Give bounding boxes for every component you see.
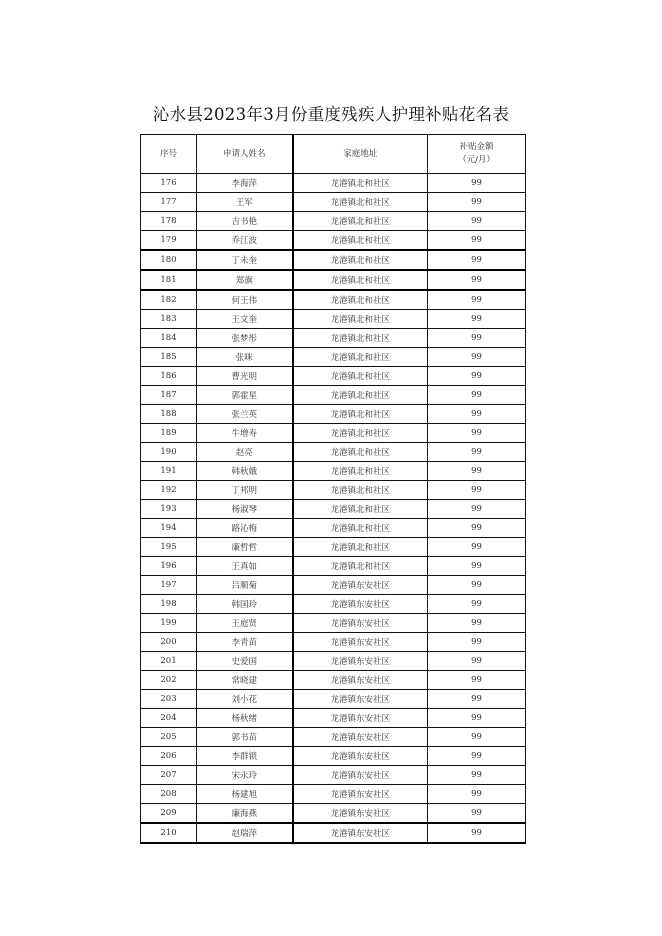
subsidy-amount: 99: [428, 367, 526, 386]
subsidy-amount: 99: [428, 310, 526, 329]
home-address: 龙港镇东安社区: [293, 595, 428, 614]
row-index: 207: [141, 766, 197, 785]
subsidy-amount: 99: [428, 270, 526, 290]
applicant-name: 张咪: [197, 348, 293, 367]
document-title: 沁水县2023年3月份重度残疾人护理补贴花名表: [152, 105, 510, 124]
home-address: 龙港镇东安社区: [293, 576, 428, 595]
home-address: 龙港镇北和社区: [293, 231, 428, 251]
applicant-name: 刘小花: [197, 690, 293, 709]
header-amount: [428, 135, 526, 174]
home-address: 龙港镇北和社区: [293, 329, 428, 348]
applicant-name: 牛增寿: [197, 424, 293, 443]
subsidy-amount: 99: [428, 557, 526, 576]
applicant-name: 王庭贤: [197, 614, 293, 633]
row-index: 176: [141, 174, 197, 193]
home-address: 龙港镇北和社区: [293, 212, 428, 231]
row-index: 199: [141, 614, 197, 633]
applicant-name: 赵瑞萍: [197, 823, 293, 843]
subsidy-amount: 99: [428, 462, 526, 481]
subsidy-amount: 99: [428, 823, 526, 843]
home-address: 龙港镇东安社区: [293, 690, 428, 709]
row-index: 200: [141, 633, 197, 652]
table-row: [141, 174, 526, 193]
table-row: [141, 443, 526, 462]
table-row: [141, 250, 526, 270]
applicant-name: 李海萍: [197, 174, 293, 193]
table-row: [141, 424, 526, 443]
subsidy-amount: 99: [428, 766, 526, 785]
row-index: 186: [141, 367, 197, 386]
subsidy-amount: 99: [428, 348, 526, 367]
applicant-name: 韩国玲: [197, 595, 293, 614]
home-address: 龙港镇北和社区: [293, 557, 428, 576]
home-address: 龙港镇北和社区: [293, 310, 428, 329]
row-index: 178: [141, 212, 197, 231]
row-index: 181: [141, 270, 197, 290]
table-row: [141, 193, 526, 212]
applicant-name: 郭霍星: [197, 386, 293, 405]
row-index: 187: [141, 386, 197, 405]
applicant-name: 张梦彤: [197, 329, 293, 348]
applicant-name: 丁未奎: [197, 250, 293, 270]
subsidy-amount: 99: [428, 690, 526, 709]
table-row: [141, 367, 526, 386]
row-index: 185: [141, 348, 197, 367]
applicant-name: 丁邦明: [197, 481, 293, 500]
subsidy-amount: 99: [428, 193, 526, 212]
table-row: [141, 500, 526, 519]
applicant-name: 常晓建: [197, 671, 293, 690]
subsidy-amount: 99: [428, 804, 526, 824]
table-row: [141, 823, 526, 843]
table-row: [141, 785, 526, 804]
row-index: 188: [141, 405, 197, 424]
row-index: 193: [141, 500, 197, 519]
home-address: 龙港镇北和社区: [293, 500, 428, 519]
table-row: [141, 519, 526, 538]
applicant-name: 何王伟: [197, 290, 293, 310]
table-row: [141, 329, 526, 348]
applicant-name: 赵亮: [197, 443, 293, 462]
home-address: 龙港镇北和社区: [293, 443, 428, 462]
subsidy-amount: 99: [428, 212, 526, 231]
subsidy-amount: 99: [428, 329, 526, 348]
row-index: 180: [141, 250, 197, 270]
applicant-name: 乔江波: [197, 231, 293, 251]
subsidy-amount: 99: [428, 538, 526, 557]
applicant-name: 郭书苗: [197, 728, 293, 747]
applicant-name: 曹光明: [197, 367, 293, 386]
subsidy-amount: 99: [428, 500, 526, 519]
subsidy-amount: 99: [428, 785, 526, 804]
row-index: 208: [141, 785, 197, 804]
home-address: 龙港镇北和社区: [293, 367, 428, 386]
row-index: 194: [141, 519, 197, 538]
home-address: 龙港镇东安社区: [293, 766, 428, 785]
subsidy-amount: 99: [428, 671, 526, 690]
table-row: [141, 690, 526, 709]
row-index: 204: [141, 709, 197, 728]
table-row: [141, 231, 526, 251]
subsidy-amount: 99: [428, 443, 526, 462]
row-index: 206: [141, 747, 197, 766]
home-address: 龙港镇东安社区: [293, 633, 428, 652]
table-row: [141, 462, 526, 481]
home-address: 龙港镇北和社区: [293, 348, 428, 367]
home-address: 龙港镇北和社区: [293, 462, 428, 481]
row-index: 195: [141, 538, 197, 557]
subsidy-amount: 99: [428, 728, 526, 747]
row-index: 182: [141, 290, 197, 310]
table-row: [141, 614, 526, 633]
applicant-name: 史爱国: [197, 652, 293, 671]
header-index: 序号: [141, 135, 197, 174]
table-row: [141, 804, 526, 824]
home-address: 龙港镇北和社区: [293, 270, 428, 290]
table-row: [141, 633, 526, 652]
home-address: 龙港镇北和社区: [293, 290, 428, 310]
home-address: 龙港镇北和社区: [293, 405, 428, 424]
applicant-name: 杨秋绪: [197, 709, 293, 728]
applicant-name: 王真如: [197, 557, 293, 576]
subsidy-amount: 99: [428, 519, 526, 538]
home-address: 龙港镇东安社区: [293, 614, 428, 633]
applicant-name: 廉哲哲: [197, 538, 293, 557]
header-address: 家庭地址: [293, 135, 428, 174]
home-address: 龙港镇东安社区: [293, 709, 428, 728]
table-row: [141, 728, 526, 747]
row-index: 202: [141, 671, 197, 690]
home-address: 龙港镇北和社区: [293, 424, 428, 443]
applicant-name: 韩秋娥: [197, 462, 293, 481]
home-address: 龙港镇东安社区: [293, 728, 428, 747]
table-row: [141, 290, 526, 310]
subsidy-amount: 99: [428, 386, 526, 405]
home-address: 龙港镇东安社区: [293, 747, 428, 766]
subsidy-amount: 99: [428, 709, 526, 728]
header-amount-line2: （元/月）: [458, 155, 495, 165]
table-row: [141, 405, 526, 424]
table-row: [141, 671, 526, 690]
subsidy-roster-table: [140, 134, 526, 844]
home-address: 龙港镇东安社区: [293, 652, 428, 671]
row-index: 209: [141, 804, 197, 824]
subsidy-amount: 99: [428, 290, 526, 310]
row-index: 184: [141, 329, 197, 348]
home-address: 龙港镇北和社区: [293, 481, 428, 500]
row-index: 198: [141, 595, 197, 614]
applicant-name: 杨建旭: [197, 785, 293, 804]
applicant-name: 郑旗: [197, 270, 293, 290]
subsidy-amount: 99: [428, 405, 526, 424]
home-address: 龙港镇东安社区: [293, 823, 428, 843]
subsidy-amount: 99: [428, 174, 526, 193]
applicant-name: 吕顺菊: [197, 576, 293, 595]
table-header-row: [141, 135, 526, 174]
table-row: [141, 386, 526, 405]
row-index: 197: [141, 576, 197, 595]
table-row: [141, 766, 526, 785]
subsidy-amount: 99: [428, 481, 526, 500]
row-index: 190: [141, 443, 197, 462]
header-amount-line1: 补贴金额: [459, 142, 494, 152]
row-index: 203: [141, 690, 197, 709]
table-row: [141, 310, 526, 329]
subsidy-amount: 99: [428, 250, 526, 270]
home-address: 龙港镇北和社区: [293, 538, 428, 557]
applicant-name: 王文奎: [197, 310, 293, 329]
table-row: [141, 747, 526, 766]
table-row: [141, 576, 526, 595]
table-row: [141, 557, 526, 576]
row-index: 192: [141, 481, 197, 500]
table-row: [141, 652, 526, 671]
subsidy-amount: 99: [428, 747, 526, 766]
applicant-name: 李青苗: [197, 633, 293, 652]
subsidy-amount: 99: [428, 614, 526, 633]
row-index: 205: [141, 728, 197, 747]
table-row: [141, 348, 526, 367]
row-index: 177: [141, 193, 197, 212]
applicant-name: 杨淑琴: [197, 500, 293, 519]
home-address: 龙港镇东安社区: [293, 804, 428, 824]
table-row: [141, 481, 526, 500]
row-index: 191: [141, 462, 197, 481]
subsidy-amount: 99: [428, 576, 526, 595]
applicant-name: 路沁梅: [197, 519, 293, 538]
subsidy-amount: 99: [428, 652, 526, 671]
applicant-name: 张兰英: [197, 405, 293, 424]
header-name: 申请人姓名: [197, 135, 293, 174]
row-index: 183: [141, 310, 197, 329]
table-row: [141, 270, 526, 290]
home-address: 龙港镇北和社区: [293, 250, 428, 270]
row-index: 189: [141, 424, 197, 443]
subsidy-amount: 99: [428, 595, 526, 614]
home-address: 龙港镇北和社区: [293, 519, 428, 538]
table-row: [141, 538, 526, 557]
subsidy-amount: 99: [428, 231, 526, 251]
home-address: 龙港镇东安社区: [293, 785, 428, 804]
subsidy-amount: 99: [428, 424, 526, 443]
home-address: 龙港镇北和社区: [293, 174, 428, 193]
applicant-name: 王军: [197, 193, 293, 212]
table-row: [141, 212, 526, 231]
applicant-name: 吉书艳: [197, 212, 293, 231]
table-row: [141, 595, 526, 614]
table-row: [141, 709, 526, 728]
row-index: 179: [141, 231, 197, 251]
applicant-name: 廉海燕: [197, 804, 293, 824]
row-index: 201: [141, 652, 197, 671]
subsidy-amount: 99: [428, 633, 526, 652]
home-address: 龙港镇北和社区: [293, 193, 428, 212]
row-index: 210: [141, 823, 197, 843]
row-index: 196: [141, 557, 197, 576]
applicant-name: 宋永玲: [197, 766, 293, 785]
applicant-name: 李群锁: [197, 747, 293, 766]
home-address: 龙港镇东安社区: [293, 671, 428, 690]
home-address: 龙港镇北和社区: [293, 386, 428, 405]
